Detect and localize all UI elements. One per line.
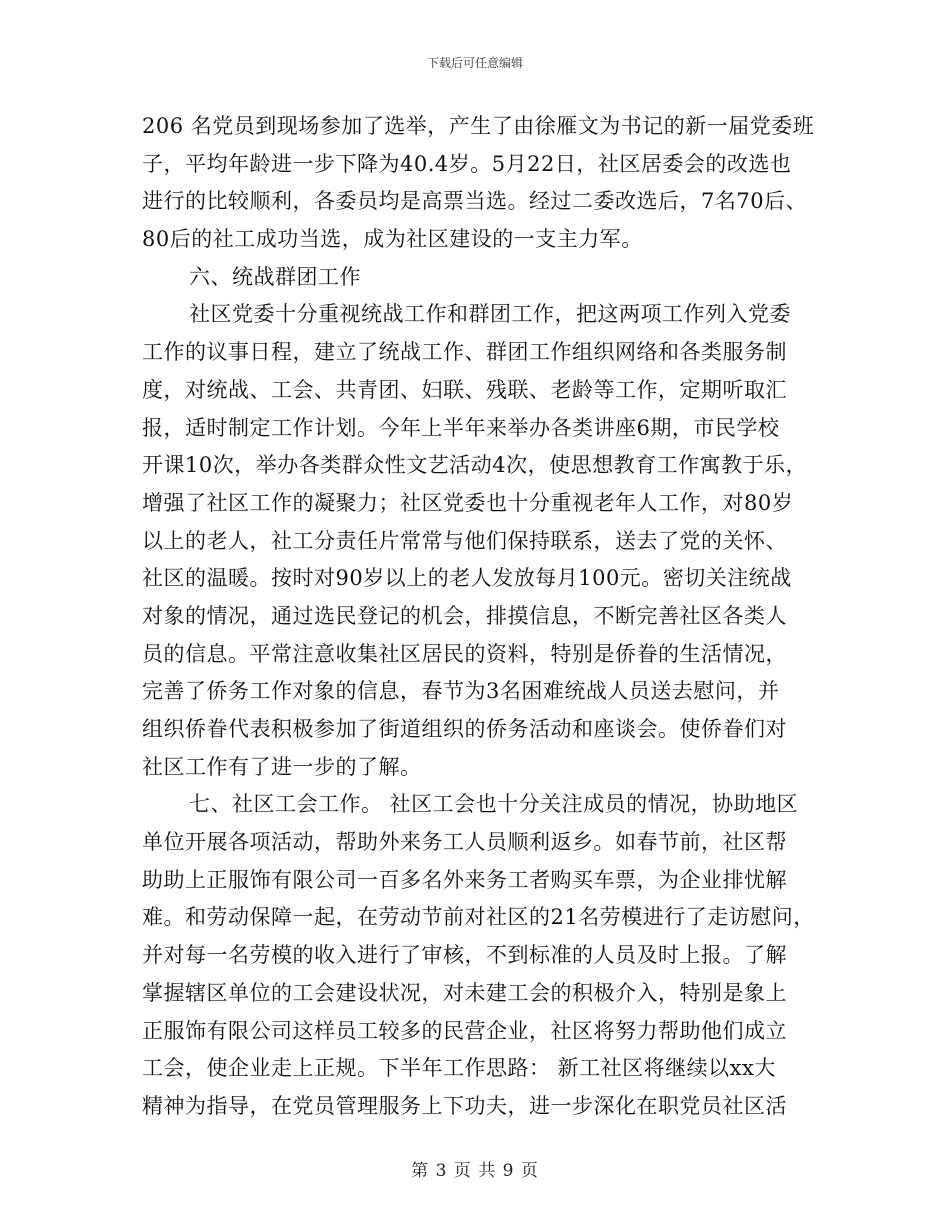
section-heading: 七、社区工会工作。 社区工会也十分关注成员的情况，协助地区 xyxy=(189,792,799,817)
text-line: 社区党委十分重视统战工作和群团工作，把这两项工作列入党委 xyxy=(189,302,791,327)
text-line: 增强了社区工作的凝聚力；社区党委也十分重视老年人工作，对80岁 xyxy=(142,490,794,515)
text-line: 正服饰有限公司这样员工较多的民营企业，社区将努力帮助他们成立 xyxy=(142,1018,787,1043)
page-header-note: 下载后可任意编辑 xyxy=(426,56,523,70)
text-line: 掌握辖区单位的工会建设状况，对未建工会的积极介入，特别是象上 xyxy=(142,980,787,1005)
text-line: 80后的社工成功当选，成为社区建设的一支主力军。 xyxy=(142,227,643,252)
page-number: 第 3 页 共 9 页 xyxy=(411,1161,539,1181)
text-line: 单位开展各项活动，帮助外来务工人员顺利返乡。如春节前，社区帮 xyxy=(142,830,787,855)
text-line: 并对每一名劳模的收入进行了审核，不到标准的人员及时上报。了解 xyxy=(142,943,787,968)
text-line: 精神为指导，在党员管理服务上下功夫，进一步深化在职党员社区活 xyxy=(142,1093,787,1118)
section-heading: 六、统战群团工作 xyxy=(189,264,361,289)
text-line: 报，适时制定工作计划。今年上半年来举办各类讲座6期，市民学校 xyxy=(142,415,780,440)
text-line: 进行的比较顺利，各委员均是高票当选。经过二委改选后，7名70后、 xyxy=(142,189,808,214)
text-line: 组织侨眷代表积极参加了街道组织的侨务活动和座谈会。使侨眷们对 xyxy=(142,717,787,741)
text-line: 难。和劳动保障一起，在劳动节前对社区的21名劳模进行了走访慰问， xyxy=(142,905,815,930)
document-body xyxy=(142,108,822,1126)
text-line: 完善了侨务工作对象的信息，春节为3名困难统战人员送去慰问，并 xyxy=(142,679,780,704)
text-line: 工会，使企业走上正规。下半年工作思路： 新工社区将继续以xx大 xyxy=(142,1056,776,1081)
text-line: 社区工作有了进一步的了解。 xyxy=(142,754,422,779)
text-line: 206 名党员到现场参加了选举，产生了由徐雁文为书记的新一届党委班 xyxy=(142,114,815,138)
text-line: 员的信息。平常注意收集社区居民的资料，特别是侨眷的生活情况， xyxy=(142,641,787,666)
text-line: 社区的温暖。按时对90岁以上的老人发放每月100元。密切关注统战 xyxy=(142,566,792,591)
text-line: 度，对统战、工会、共青团、妇联、残联、老龄等工作，定期听取汇 xyxy=(142,377,787,402)
text-line: 助助上正服饰有限公司一百多名外来务工者购买车票，为企业排忧解 xyxy=(142,867,787,892)
text-line: 对象的情况，通过选民登记的机会，排摸信息，不断完善社区各类人 xyxy=(142,603,787,628)
text-line: 子，平均年龄进一步下降为40.4岁。5月22日，社区居委会的改选也 xyxy=(142,151,792,176)
text-line: 以上的老人，社工分责任片常常与他们保持联系，送去了党的关怀、 xyxy=(142,528,787,553)
text-line: 工作的议事日程，建立了统战工作、群团工作组织网络和各类服务制 xyxy=(142,340,787,365)
text-line: 开课10次，举办各类群众性文艺活动4次，使思想教育工作寓教于乐， xyxy=(142,453,808,478)
